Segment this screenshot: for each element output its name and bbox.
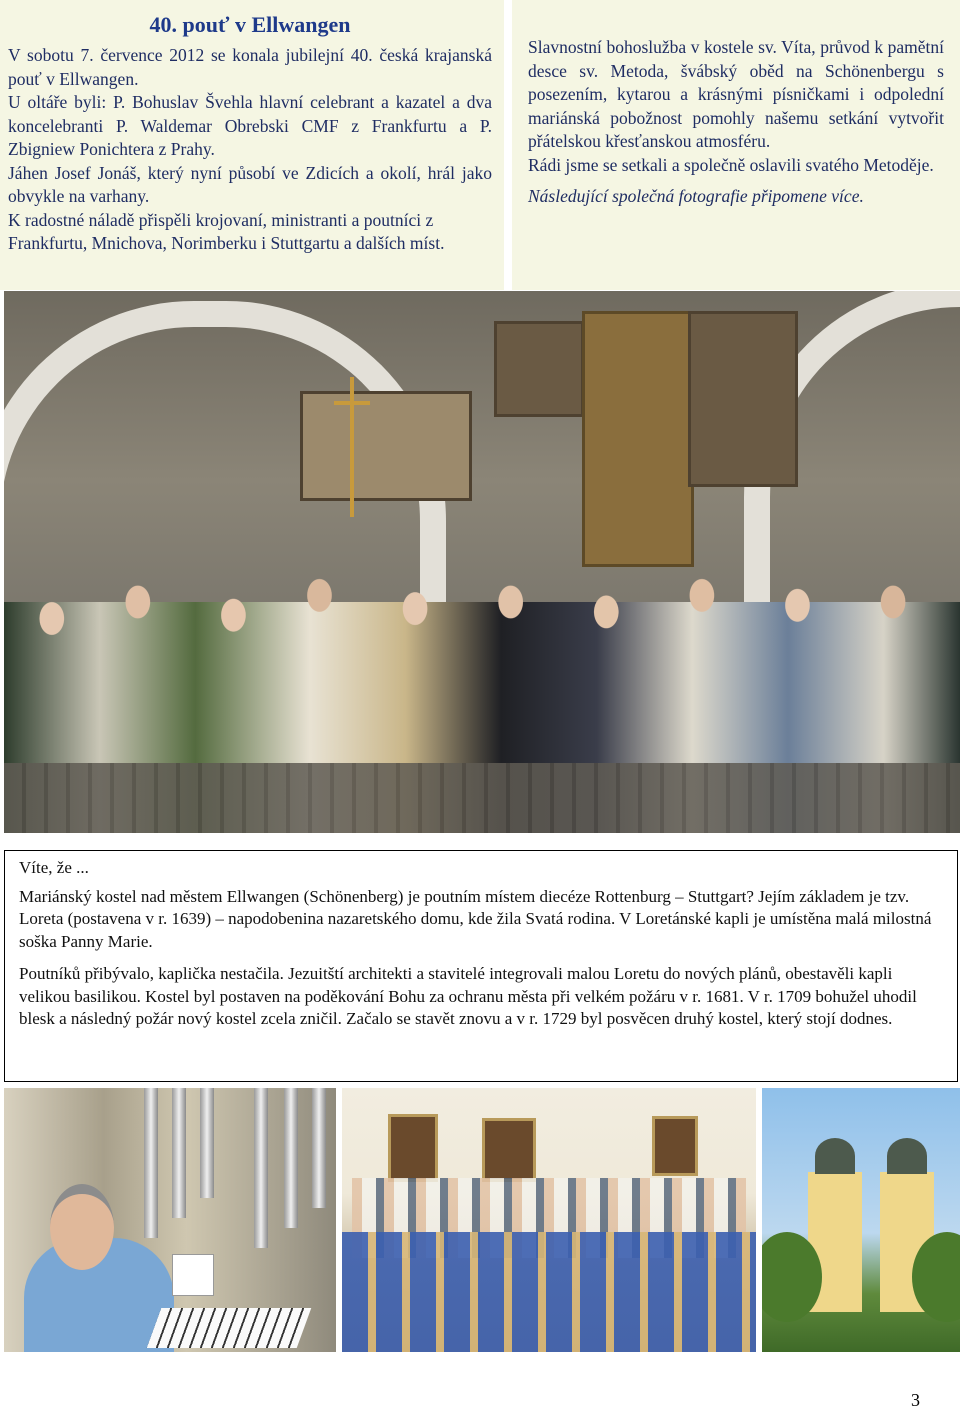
wall-painting xyxy=(482,1118,536,1182)
article-title: 40. pouť v Ellwangen xyxy=(149,12,351,37)
processional-cross xyxy=(350,377,354,517)
summary-text-box xyxy=(512,0,960,290)
page-number: 3 xyxy=(911,1390,920,1410)
bronze-saint-relief xyxy=(688,311,798,487)
organist-photo xyxy=(4,1088,336,1352)
organ-pipe xyxy=(144,1088,158,1238)
did-you-know-box xyxy=(4,850,958,1082)
intro-paragraph-2: U oltáře byli: P. Bohuslav Švehla hlavní celebrant a kazatel a dva koncelebranti P. Waldemar Obrebski CMF z Frankfurtu a P. Zbigniew Ponichtera z Prahy. xyxy=(8,92,492,159)
organ-pipe xyxy=(172,1088,186,1218)
tower-dome-left xyxy=(815,1138,855,1174)
organ-pipe xyxy=(254,1088,268,1248)
intro-paragraph-4: K radostné náladě přispěli krojovaní, ministranti a poutníci z Frankfurtu, Mnichova, Norimberku i Stuttgartu a dalších míst. xyxy=(8,209,445,253)
did-you-know-heading: Víte, že ... xyxy=(19,858,89,877)
did-you-know-paragraph-1: Mariánský kostel nad městem Ellwangen (Schönenberg) je poutním místem diecéze Rottenburg – Stuttgart? Jejím základem je tzv. Loreta (postavena v r. 1639) – napodobenina nazaretského domu, kde žila Svatá rodina. V Loretánské kapli je umístěna malá milostná soška Panny Marie. xyxy=(19,886,932,951)
summary-paragraph-1: Slavnostní bohoslužba v kostele sv. Víta, průvod k pamětní desce sv. Metoda, švábský oběd na Schönenbergu s posezením, kytarou a krásnými písničkami i odpolední mariánská pobožnost pomohly našemu setkání vytvořit přátelskou křesťanskou atmosféru. xyxy=(528,37,944,151)
bronze-portrait-relief xyxy=(494,321,584,417)
wall-painting xyxy=(388,1114,438,1182)
organ-pipe xyxy=(200,1088,214,1198)
group-photo xyxy=(4,291,960,833)
summary-paragraph-2: Rádi jsme se setkali a společně oslavili svatého Metoděje. xyxy=(528,154,934,175)
wall-painting xyxy=(652,1116,698,1176)
organ-pipe xyxy=(312,1088,326,1208)
organist-head xyxy=(50,1184,114,1270)
intro-paragraph-1: V sobotu 7. července 2012 se konala jubilejní 40. česká krajanská pouť v Ellwangen. xyxy=(8,45,492,89)
intro-paragraph-3: Jáhen Josef Jonáš, který nyní působí ve Zdicích a okolí, hrál jako obvykle na varhany. xyxy=(8,162,492,206)
intro-text-box xyxy=(0,0,504,290)
organ-pipe xyxy=(284,1088,298,1228)
did-you-know-paragraph-2: Poutníků přibývalo, kaplička nestačila. Jezuitští architekti a stavitelé integrovali malou Loretu do nových plánů, obestavěli kapli velikou basilikou. Kostel byl postaven na poděkování Bohu za ochranu města při velkém požáru v r. 1681. V r. 1709 bohužel uhodil blesk a následný požár nový kostel zcela zničil. Začalo se stavět znovu a v r. 1729 byl posvěcen druhý kostel, který stojí dodnes. xyxy=(19,964,917,1028)
chapel-congregation-photo xyxy=(342,1088,756,1352)
summary-caption: Následující společná fotografie připomene více. xyxy=(528,186,864,206)
tower-dome-right xyxy=(887,1138,927,1174)
processional-cross-bar xyxy=(334,401,370,405)
stone-relief xyxy=(300,391,472,501)
organ-keyboard xyxy=(147,1308,312,1348)
basilica-photo xyxy=(762,1088,960,1352)
cobblestone-pavement xyxy=(4,763,960,833)
music-sheet xyxy=(172,1254,214,1296)
blue-chairs xyxy=(342,1232,756,1352)
